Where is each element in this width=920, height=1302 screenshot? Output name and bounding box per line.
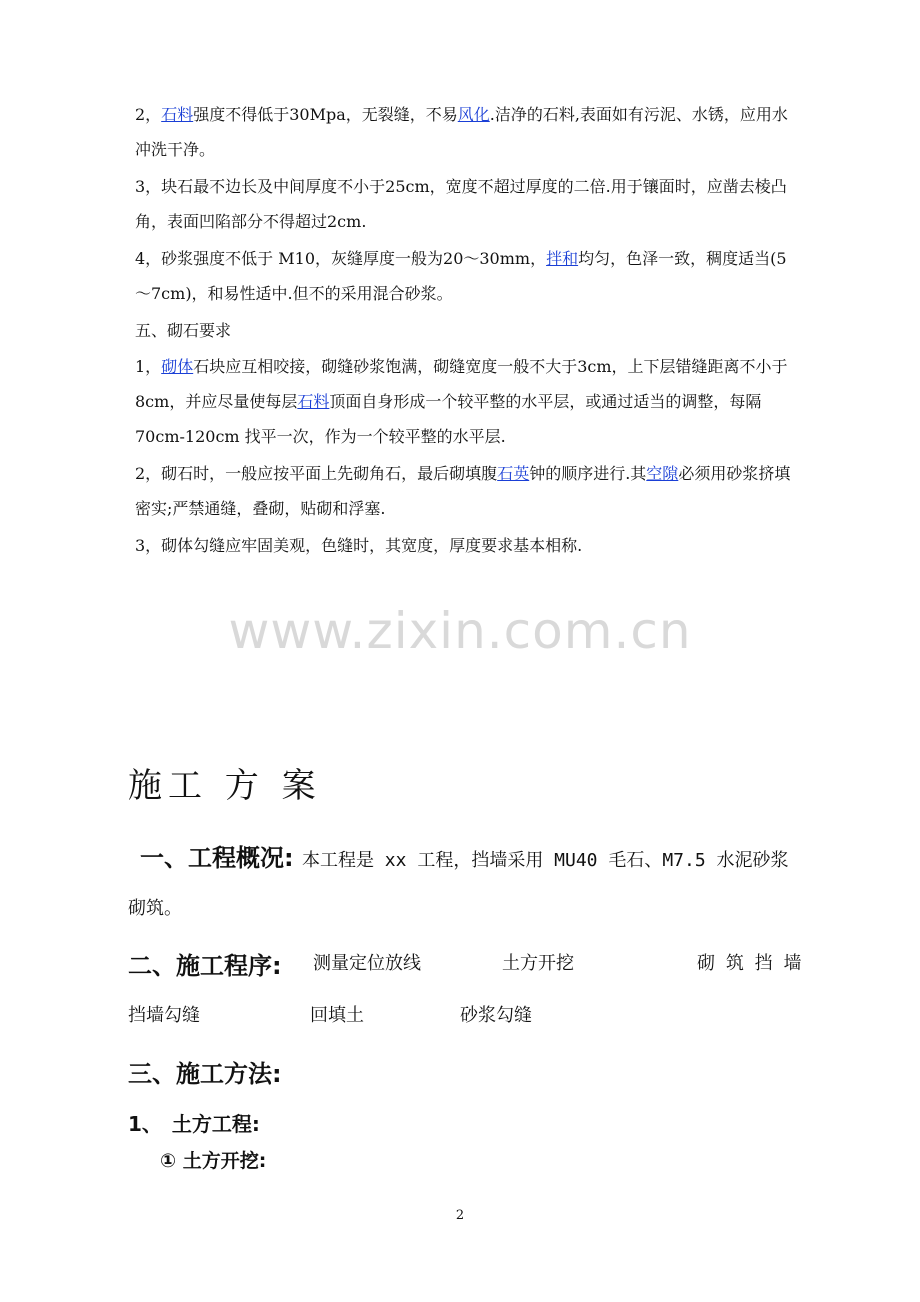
link-mixing[interactable]: 拌和: [546, 249, 579, 268]
link-stone[interactable]: 石料: [161, 105, 194, 124]
paragraph-mortar: [135, 241, 795, 311]
text: 必须用砂浆挤填密实;严禁通缝，叠砌，贴砌和浮塞.: [135, 464, 791, 518]
text: 五、砌石要求: [135, 321, 232, 340]
text: 均匀，色泽一致，稠度适当(5～7cm)，和易性适中.但不的采用混合砂浆。: [135, 249, 787, 303]
link-gap[interactable]: 空隙: [646, 464, 679, 483]
earthwork-heading: 1、 土方工程:: [128, 1112, 260, 1136]
text: 钟的顺序进行.其: [529, 464, 647, 483]
text: 2，砌石时，一般应按平面上先砌角石，最后砌填腹: [135, 464, 498, 483]
overview-text-continued: 砌筑。: [128, 898, 182, 919]
link-weathering[interactable]: 风化: [457, 105, 490, 124]
watermark: www.zixin.com.cn: [228, 602, 692, 660]
text: 2，: [135, 105, 162, 124]
paragraph-block-size: [135, 169, 795, 239]
paragraph-masonry-3: [135, 528, 795, 563]
page-number: 2: [455, 1208, 465, 1223]
text: 顶面自身形成一个较平整的水平层，或通过适当的调整，每隔70cm-120cm 找平一次，作为一个较平整的水平层.: [135, 392, 762, 446]
link-masonry[interactable]: 砌体: [161, 357, 194, 376]
text: 3，块石最不边长及中间厚度不小于25cm，宽度不超过厚度的二倍.用于镶面时，应凿去棱凸角，表面凹陷部分不得超过2cm.: [135, 177, 787, 231]
overview-label: 一、工程概况:: [140, 844, 294, 872]
overview-heading: [140, 838, 789, 873]
step-wall-pointing: 挡墙勾缝: [128, 1005, 200, 1026]
method-heading: 三、施工方法:: [128, 1060, 282, 1088]
text: 强度不得低于30Mpa，无裂缝，不易: [193, 105, 458, 124]
step-excavation: 土方开挖: [502, 953, 574, 974]
step-mortar-pointing: 砂浆勾缝: [460, 1005, 532, 1026]
text: 石块应互相咬接，砌缝砂浆饱满，砌缝宽度一般不大于3cm，上下层错缝距离不小于8cm，并应尽量使每层: [135, 357, 788, 411]
step-survey: 测量定位放线: [313, 953, 421, 974]
step-backfill: 回填土: [310, 1005, 364, 1026]
heading-masonry-requirements: [135, 313, 795, 348]
plan-title: 施工 方 案: [128, 766, 322, 806]
text: 4，砂浆强度不低于 M10，灰缝厚度一般为20～30mm，: [135, 249, 547, 268]
text: 3，砌体勾缝应牢固美观，色缝时，其宽度，厚度要求基本相称.: [135, 536, 583, 555]
procedure-heading: 二、施工程序:: [128, 952, 282, 980]
link-quartz[interactable]: 石英: [497, 464, 530, 483]
paragraph-stone-strength: [135, 97, 795, 167]
text: 1，: [135, 357, 162, 376]
overview-text: 本工程是 xx 工程，挡墙采用 MU40 毛石、M7.5 水泥砂浆: [301, 850, 789, 871]
text: .洁净的石料,表面如有污泥、水锈，应用水冲洗干净。: [135, 105, 788, 159]
paragraph-masonry-1: [135, 349, 795, 454]
step-masonry-wall: 砌 筑 挡 墙: [697, 953, 802, 974]
paragraph-masonry-2: [135, 456, 795, 526]
excavation-heading: ① 土方开挖:: [160, 1150, 267, 1172]
link-stone[interactable]: 石料: [297, 392, 330, 411]
